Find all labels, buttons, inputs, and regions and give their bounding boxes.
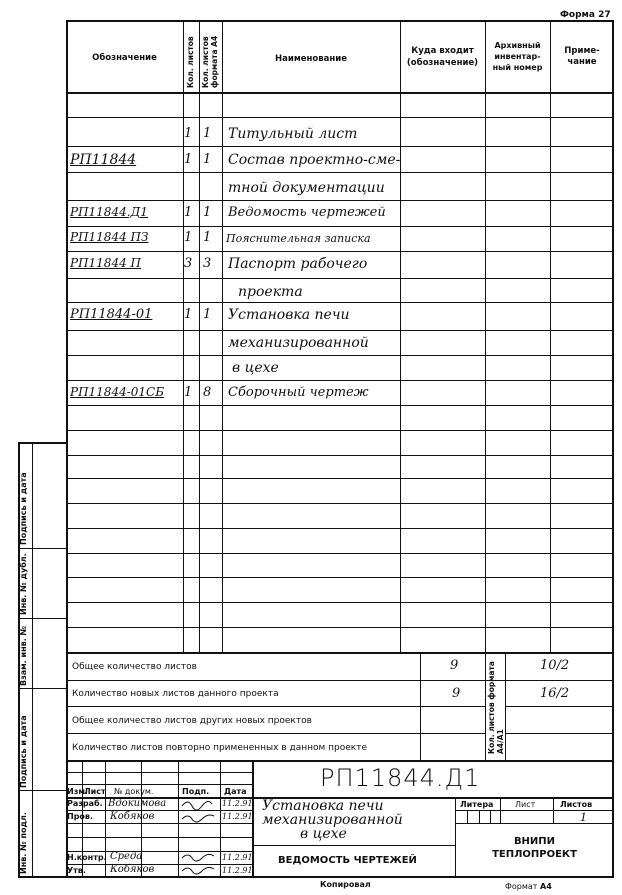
row-name: проекта — [238, 284, 303, 300]
stamp-col-date: Дата — [224, 787, 247, 796]
totals-a4a1-label: Кол. листов формата А4/А1 — [487, 661, 505, 754]
form-label: Форма 27 — [560, 10, 611, 20]
side-label-sign-date-2: Подпись и дата — [19, 715, 28, 788]
row-name: Паспорт рабочего — [228, 256, 368, 272]
row-name: механизированной — [228, 335, 369, 351]
row-count: 3 — [184, 256, 193, 271]
row-designation: РП11844 П — [70, 256, 141, 270]
row-count: 1 — [184, 307, 193, 322]
header-sheets-count: Кол. листов — [186, 36, 195, 88]
footer-format-value: А4 — [540, 882, 552, 891]
row-designation: РП11844-01СБ — [70, 385, 165, 399]
stamp-litera: Литера — [460, 800, 494, 809]
header-name: Наименование — [275, 54, 347, 64]
totals-total-label: Общее количество листов — [72, 662, 197, 672]
row-count: 1 — [184, 385, 193, 400]
row-name: Установка печи — [228, 307, 350, 323]
row-designation: РП11844.Д1 — [70, 205, 148, 219]
stamp-sheet: Лист — [515, 800, 536, 809]
row-designation: РП11844-01 — [70, 307, 153, 322]
stamp-title-line-1: Установка печи — [262, 798, 384, 814]
side-label-sign-date-1: Подпись и дата — [19, 472, 28, 545]
stamp-org-line1: ВНИПИ — [513, 836, 556, 847]
stamp-title-line-3: в цехе — [300, 826, 347, 842]
row-name: Ведомость чертежей — [228, 205, 386, 220]
stamp-col-sign: Подп. — [182, 787, 210, 796]
totals-total-a4: 10/2 — [540, 658, 570, 673]
stamp-doc-code: РП11844.Д1 — [320, 764, 481, 792]
stamp-org-line2: ТЕПЛОПРОЕКТ — [492, 849, 577, 860]
stamp-col-list: Лист — [84, 787, 106, 796]
header-archive: Архивный инвентар- ный номер — [492, 41, 543, 72]
totals-new-a4: 16/2 — [540, 686, 570, 701]
row-a4: 1 — [203, 205, 212, 220]
row-a4: 1 — [203, 126, 212, 141]
row-name: Сборочный чертеж — [228, 385, 369, 400]
row-count: 1 — [184, 205, 193, 220]
row-a4: 3 — [203, 256, 212, 271]
row-count: 1 — [184, 152, 193, 167]
header-where-used: Куда входит (обозначение) — [406, 46, 479, 68]
header-note: Приме- чание — [564, 46, 600, 67]
row-name: тной документации — [228, 180, 385, 196]
row-name: Титульный лист — [228, 126, 358, 142]
stamp-title-line-2: механизированной — [262, 812, 403, 828]
totals-new-value: 9 — [452, 686, 461, 701]
stamp-sheets: Листов — [560, 800, 593, 809]
stamp-doc-name: ВЕДОМОСТЬ ЧЕРТЕЖЕЙ — [278, 855, 417, 866]
side-label-vzam: Взам. инв. № — [19, 625, 28, 686]
row-a4: 1 — [203, 152, 212, 167]
row-name: Состав проектно-сме- — [228, 152, 401, 168]
totals-total-value: 9 — [450, 658, 459, 673]
row-a4: 1 — [203, 230, 212, 245]
row-designation: РП11844 ПЗ — [70, 230, 149, 244]
stamp-col-doc: № докум. — [114, 787, 154, 796]
row-name: в цехе — [232, 360, 279, 376]
totals-other-label: Общее количество листов других новых проектов — [72, 716, 312, 726]
side-label-inv-dubl: Инв. № дубл. — [19, 553, 28, 615]
row-a4: 8 — [203, 385, 212, 400]
stamp-col-izm: Изм. — [67, 787, 88, 796]
row-count: 1 — [184, 126, 193, 141]
row-a4: 1 — [203, 307, 212, 322]
signature-icon — [180, 798, 220, 878]
footer-copied: Копировал — [320, 880, 371, 889]
side-label-inv-podl: Инв. № подл. — [19, 812, 28, 874]
footer-format-label: Формат — [505, 882, 538, 891]
row-designation: РП11844 — [70, 152, 137, 168]
header-sheets-a4: Кол. листов формата А4 — [201, 35, 219, 88]
row-name: Пояснительная записка — [226, 232, 371, 245]
header-designation: Обозначение — [92, 53, 157, 63]
totals-new-label: Количество новых листов данного проекта — [72, 689, 279, 699]
row-count: 1 — [184, 230, 193, 245]
stamp-sheets-value: 1 — [580, 811, 587, 824]
totals-reused-label: Количество листов повторно примененных в данном проекте — [72, 743, 368, 753]
